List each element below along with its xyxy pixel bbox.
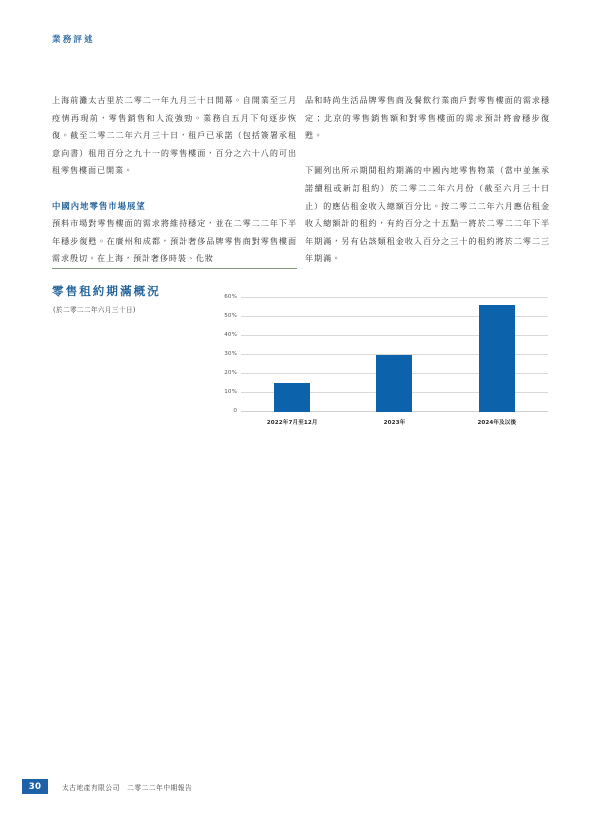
chart-title: 零售租約期滿概況 [52,284,161,298]
x-axis-tick-label: 2024年及以後 [477,420,517,426]
y-axis-tick-label: 50% [224,313,237,319]
chart-axes [224,294,548,426]
section-divider [52,268,297,269]
chart-bars [241,298,548,426]
right-paragraph-2: 下圖列出所示期間租約期滿的中國內地零售物業（當中並無承諾續租或新訂租約）於二零二二年六月份（截至六月三十日止）的應佔租金收入總額百分比。按二零二二年六月應佔租金收入總額計的租約，有約百分之十五點一將於二零二二年下半年期滿，另有佔該類租金收入百分之三十的租約將於二零二三年期滿。 [305,165,550,264]
retail-lease-expiry-chart [52,284,548,454]
y-axis-tick-label: 10% [224,389,237,396]
y-axis-tick-label: 40% [224,332,237,339]
y-axis-tick-label: 30% [224,351,237,357]
footer-text: 太古地產有限公司 二零二二年中期報告 [62,783,193,792]
bar-2 [376,355,412,412]
left-sub-heading: 中國內地零售市場展望 [52,200,146,211]
right-text-column [305,92,550,268]
y-axis-tick-label: 20% [224,370,237,377]
x-axis-tick-label: 2022年7月至12月 [266,420,318,426]
running-header: 業務評述 [52,35,95,45]
chart-subtitle: (於二零二二年六月三十日) [53,306,136,314]
right-paragraph-1: 品和時尚生活品牌零售商及餐飲行業商戶對零售樓面的需求穩定；北京的零售銷售額和對零售樓面的需求預計將會穩步復甦。 [305,95,550,141]
chart-plot-area [215,289,548,435]
left-paragraph-1: 上海前灘太古里於二零二一年九月三十日開幕。自開業至三月疫情再現前，零售銷售和人流強勁。業務自五月下旬逐步恢復。截至二零二二年六月三十日，租戶已承諾（包括簽署承租意向書）租用百分之九十一的零售樓面，百分之六十八的可出租零售樓面已開業。 [52,95,297,176]
bar-3 [479,305,515,412]
paragraph-spacer [305,145,550,163]
left-paragraph-2: 預料市場對零售樓面的需求將維持穩定，並在二零二二年下半年穩步復甦。在廣州和成都，預計奢侈品牌零售商對零售樓面需求殷切。在上海，預計奢侈時裝、化妝 [52,218,297,264]
bar-group [241,298,343,426]
x-axis-tick-label: 2023年 [383,420,406,426]
paragraph-spacer [52,180,297,198]
bar-group [343,298,445,426]
bar-group [446,298,548,426]
page-number-badge: 30 [22,779,48,794]
page-footer [22,779,192,794]
y-axis-tick-label: 0 [233,408,237,414]
bar-1 [274,383,310,412]
y-axis-tick-label: 60% [224,294,237,300]
left-text-column [52,92,297,268]
